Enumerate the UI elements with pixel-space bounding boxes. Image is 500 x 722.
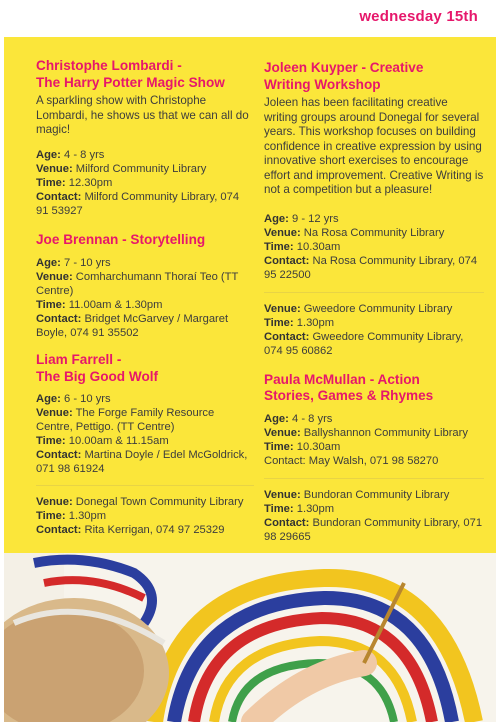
event-contact: Contact: Milford Community Library, 074 91 53927 — [36, 190, 240, 217]
event-contact: Contact: Rita Kerrigan, 074 97 25329 — [36, 524, 225, 536]
event-age: Age: 7 - 10 yrs — [36, 257, 111, 269]
event-age: Age: 4 - 8 yrs — [36, 148, 105, 161]
event-venue: Venue: Comharchumann Thoraí Teo (TT Centre) — [36, 271, 239, 297]
event-time: Time: 1.30pm — [264, 502, 335, 515]
event-contact: Contact: Bundoran Community Library, 071 98 29665 — [264, 516, 483, 543]
section-divider — [264, 478, 484, 479]
event-time: Time: 1.30pm — [36, 510, 107, 522]
event-description: A sparkling show with Christophe Lombardi, he shows us that we can all do magic! — [36, 94, 249, 136]
event-time: Time: 10.30am — [264, 240, 341, 253]
event-title-line: Paula McMullan - Action — [264, 371, 420, 387]
event-age: Age: 6 - 10 yrs — [36, 393, 111, 405]
event-contact: Contact: Gweedore Community Library, 074 95 60862 — [264, 330, 464, 357]
event-venue: Venue: Donegal Town Community Library — [36, 496, 244, 508]
event-title-line: Stories, Games & Rhymes — [264, 388, 434, 403]
event-title-line: Joleen Kuyper - Creative — [264, 60, 424, 75]
event-kuyper — [264, 60, 484, 358]
rainbow-painting-illustration — [4, 553, 496, 722]
event-contact: Contact: May Walsh, 071 98 58270 — [264, 454, 439, 467]
event-title-line: Liam Farrell - — [36, 352, 122, 367]
right-column — [264, 60, 484, 554]
event-contact: Contact: Martina Doyle / Edel McGoldrick, 071 98 61924 — [36, 449, 248, 475]
event-title-line: Christophe Lombardi - — [36, 58, 182, 73]
event-venue: Venue: Na Rosa Community Library — [264, 226, 445, 239]
event-venue: Venue: Bundoran Community Library — [264, 488, 450, 501]
event-title — [36, 352, 254, 385]
event-brennan — [36, 232, 254, 341]
event-mcmullan — [264, 372, 484, 544]
event-title-line: The Harry Potter Magic Show — [36, 74, 225, 90]
event-title — [36, 58, 254, 91]
event-title — [264, 60, 484, 93]
event-time: Time: 10.30am — [264, 440, 341, 453]
event-title — [264, 372, 484, 405]
event-venue: Venue: Gweedore Community Library — [264, 302, 453, 315]
event-title-line: The Big Good Wolf — [36, 368, 159, 384]
day-heading: wednesday 15th — [359, 8, 478, 25]
event-venue: Venue: The Forge Family Resource Centre, Pettigo. (TT Centre) — [36, 407, 215, 433]
section-divider — [36, 485, 254, 486]
event-age: Age: 9 - 12 yrs — [264, 212, 339, 225]
event-venue: Venue: Ballyshannon Community Library — [264, 426, 468, 439]
event-venue: Venue: Milford Community Library — [36, 162, 207, 175]
event-time: Time: 12.30pm — [36, 176, 113, 189]
event-description: Joleen has been facilitating creative writing groups around Donegal for several years. This workshop focuses on building confidence in creative expression by using innovative short exercises to encourage effort and improvement. Creative Writing is not a competition but a pleasure! — [264, 96, 484, 196]
event-contact: Contact: Bridget McGarvey / Margaret Boyle, 074 91 35502 — [36, 313, 229, 339]
child-painting-photo — [4, 553, 496, 722]
event-title: Joe Brennan - Storytelling — [36, 231, 206, 247]
event-time: Time: 1.30pm — [264, 316, 335, 329]
section-divider — [264, 292, 484, 293]
event-time: Time: 11.00am & 1.30pm — [36, 299, 163, 311]
left-column — [36, 58, 254, 547]
event-time: Time: 10.00am & 11.15am — [36, 435, 169, 447]
event-lombardi — [36, 58, 254, 218]
event-age: Age: 4 - 8 yrs — [264, 412, 333, 425]
event-farrell — [36, 352, 254, 537]
event-contact: Contact: Na Rosa Community Library, 074 95 22500 — [264, 254, 478, 281]
event-title-line: Writing Workshop — [264, 76, 381, 92]
